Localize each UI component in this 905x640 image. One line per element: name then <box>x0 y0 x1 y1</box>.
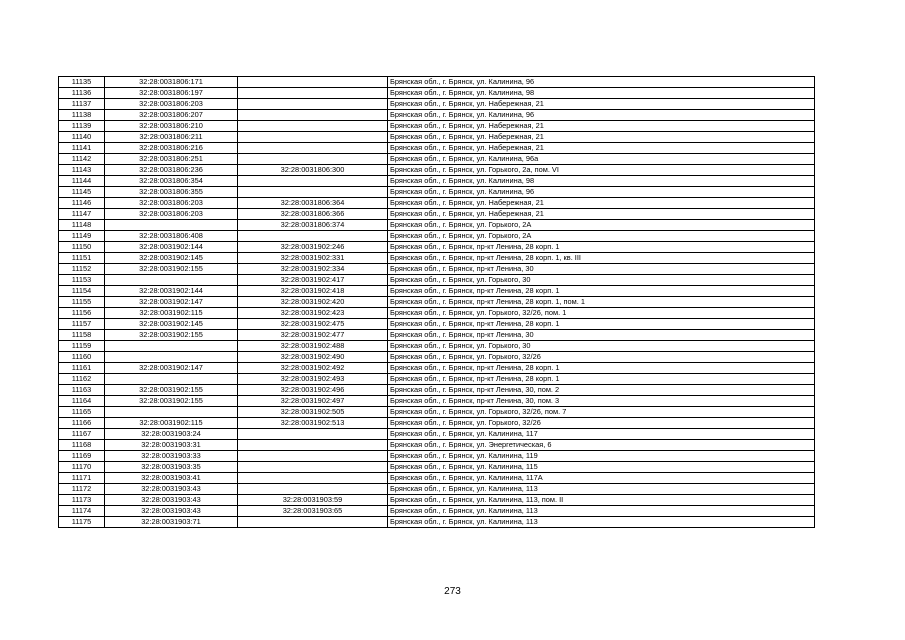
table-row <box>59 517 815 528</box>
cadastral-number-cell: 32:28:0031806:354 <box>105 176 238 187</box>
table-row <box>59 363 815 374</box>
table-row <box>59 385 815 396</box>
row-number-cell: 11156 <box>59 308 105 319</box>
table-row <box>59 352 815 363</box>
cadastral-number-cell: 32:28:0031806:355 <box>105 187 238 198</box>
table-row <box>59 407 815 418</box>
row-number-cell: 11138 <box>59 110 105 121</box>
address-cell: Брянская обл., г. Брянск, пр-кт Ленина, 28 корп. 1 <box>388 374 815 385</box>
row-number-cell: 11171 <box>59 473 105 484</box>
table-row <box>59 165 815 176</box>
row-number-cell: 11141 <box>59 143 105 154</box>
premises-cadastral-number-cell <box>238 121 388 132</box>
address-cell: Брянская обл., г. Брянск, ул. Калинина, 117А <box>388 473 815 484</box>
row-number-cell: 11159 <box>59 341 105 352</box>
cadastral-number-cell: 32:28:0031903:31 <box>105 440 238 451</box>
table-row <box>59 319 815 330</box>
premises-cadastral-number-cell: 32:28:0031902:477 <box>238 330 388 341</box>
cadastral-number-cell: 32:28:0031902:145 <box>105 319 238 330</box>
table-row <box>59 473 815 484</box>
address-cell: Брянская обл., г. Брянск, ул. Калинина, 96 <box>388 187 815 198</box>
cadastral-number-cell: 32:28:0031806:203 <box>105 209 238 220</box>
premises-cadastral-number-cell: 32:28:0031806:374 <box>238 220 388 231</box>
row-number-cell: 11169 <box>59 451 105 462</box>
cadastral-number-cell: 32:28:0031902:144 <box>105 242 238 253</box>
cadastral-number-cell: 32:28:0031806:236 <box>105 165 238 176</box>
address-cell: Брянская обл., г. Брянск, ул. Набережная, 21 <box>388 209 815 220</box>
registry-table-body <box>59 77 815 528</box>
premises-cadastral-number-cell <box>238 473 388 484</box>
row-number-cell: 11137 <box>59 99 105 110</box>
row-number-cell: 11162 <box>59 374 105 385</box>
address-cell: Брянская обл., г. Брянск, ул. Горького, 32/26 <box>388 418 815 429</box>
address-cell: Брянская обл., г. Брянск, ул. Калинина, 96 <box>388 77 815 88</box>
row-number-cell: 11168 <box>59 440 105 451</box>
table-row <box>59 396 815 407</box>
premises-cadastral-number-cell <box>238 132 388 143</box>
row-number-cell: 11164 <box>59 396 105 407</box>
table-row <box>59 495 815 506</box>
row-number-cell: 11140 <box>59 132 105 143</box>
address-cell: Брянская обл., г. Брянск, ул. Горького, 2А <box>388 220 815 231</box>
address-cell: Брянская обл., г. Брянск, ул. Набережная, 21 <box>388 132 815 143</box>
table-row <box>59 220 815 231</box>
cadastral-number-cell: 32:28:0031806:203 <box>105 198 238 209</box>
table-row <box>59 209 815 220</box>
table-row <box>59 143 815 154</box>
premises-cadastral-number-cell: 32:28:0031806:366 <box>238 209 388 220</box>
table-row <box>59 77 815 88</box>
cadastral-number-cell: 32:28:0031806:171 <box>105 77 238 88</box>
address-cell: Брянская обл., г. Брянск, ул. Горького, 2А <box>388 231 815 242</box>
cadastral-number-cell: 32:28:0031806:216 <box>105 143 238 154</box>
address-cell: Брянская обл., г. Брянск, ул. Горького, 32/26, пом. 1 <box>388 308 815 319</box>
table-row <box>59 484 815 495</box>
address-cell: Брянская обл., г. Брянск, ул. Горького, 2а, пом. VI <box>388 165 815 176</box>
cadastral-number-cell: 32:28:0031903:43 <box>105 484 238 495</box>
cadastral-number-cell: 32:28:0031806:210 <box>105 121 238 132</box>
address-cell: Брянская обл., г. Брянск, ул. Набережная, 21 <box>388 121 815 132</box>
address-cell: Брянская обл., г. Брянск, ул. Калинина, 98 <box>388 88 815 99</box>
address-cell: Брянская обл., г. Брянск, ул. Калинина, 113, пом. II <box>388 495 815 506</box>
address-cell: Брянская обл., г. Брянск, ул. Набережная, 21 <box>388 198 815 209</box>
address-cell: Брянская обл., г. Брянск, пр-кт Ленина, 30 <box>388 330 815 341</box>
address-cell: Брянская обл., г. Брянск, пр-кт Ленина, 28 корп. 1 <box>388 363 815 374</box>
cadastral-number-cell <box>105 275 238 286</box>
cadastral-number-cell: 32:28:0031903:43 <box>105 506 238 517</box>
address-cell: Брянская обл., г. Брянск, ул. Калинина, 113 <box>388 506 815 517</box>
row-number-cell: 11161 <box>59 363 105 374</box>
premises-cadastral-number-cell: 32:28:0031902:475 <box>238 319 388 330</box>
cadastral-number-cell: 32:28:0031902:155 <box>105 264 238 275</box>
cadastral-number-cell <box>105 407 238 418</box>
row-number-cell: 11173 <box>59 495 105 506</box>
cadastral-number-cell: 32:28:0031902:147 <box>105 297 238 308</box>
address-cell: Брянская обл., г. Брянск, пр-кт Ленина, 28 корп. 1, кв. III <box>388 253 815 264</box>
table-row <box>59 330 815 341</box>
premises-cadastral-number-cell <box>238 143 388 154</box>
row-number-cell: 11163 <box>59 385 105 396</box>
address-cell: Брянская обл., г. Брянск, пр-кт Ленина, 28 корп. 1 <box>388 319 815 330</box>
address-cell: Брянская обл., г. Брянск, ул. Калинина, 98 <box>388 176 815 187</box>
table-row <box>59 99 815 110</box>
row-number-cell: 11157 <box>59 319 105 330</box>
cadastral-number-cell: 32:28:0031902:147 <box>105 363 238 374</box>
premises-cadastral-number-cell <box>238 176 388 187</box>
row-number-cell: 11144 <box>59 176 105 187</box>
premises-cadastral-number-cell: 32:28:0031902:496 <box>238 385 388 396</box>
page-number: 273 <box>444 586 461 597</box>
cadastral-number-cell: 32:28:0031902:144 <box>105 286 238 297</box>
premises-cadastral-number-cell: 32:28:0031902:418 <box>238 286 388 297</box>
address-cell: Брянская обл., г. Брянск, пр-кт Ленина, 28 корп. 1 <box>388 242 815 253</box>
premises-cadastral-number-cell: 32:28:0031806:364 <box>238 198 388 209</box>
cadastral-number-cell <box>105 220 238 231</box>
premises-cadastral-number-cell: 32:28:0031902:497 <box>238 396 388 407</box>
premises-cadastral-number-cell: 32:28:0031902:417 <box>238 275 388 286</box>
premises-cadastral-number-cell: 32:28:0031902:492 <box>238 363 388 374</box>
premises-cadastral-number-cell <box>238 451 388 462</box>
premises-cadastral-number-cell: 32:28:0031902:513 <box>238 418 388 429</box>
table-row <box>59 154 815 165</box>
row-number-cell: 11151 <box>59 253 105 264</box>
address-cell: Брянская обл., г. Брянск, ул. Энергетическая, 6 <box>388 440 815 451</box>
row-number-cell: 11154 <box>59 286 105 297</box>
table-row <box>59 341 815 352</box>
premises-cadastral-number-cell <box>238 110 388 121</box>
premises-cadastral-number-cell: 32:28:0031903:59 <box>238 495 388 506</box>
cadastral-number-cell <box>105 374 238 385</box>
row-number-cell: 11152 <box>59 264 105 275</box>
premises-cadastral-number-cell <box>238 88 388 99</box>
address-cell: Брянская обл., г. Брянск, ул. Набережная, 21 <box>388 143 815 154</box>
premises-cadastral-number-cell <box>238 231 388 242</box>
premises-cadastral-number-cell <box>238 484 388 495</box>
row-number-cell: 11139 <box>59 121 105 132</box>
premises-cadastral-number-cell: 32:28:0031902:488 <box>238 341 388 352</box>
table-row <box>59 187 815 198</box>
premises-cadastral-number-cell <box>238 154 388 165</box>
address-cell: Брянская обл., г. Брянск, пр-кт Ленина, 28 корп. 1, пом. 1 <box>388 297 815 308</box>
table-row <box>59 451 815 462</box>
cadastral-number-cell: 32:28:0031806:207 <box>105 110 238 121</box>
premises-cadastral-number-cell <box>238 462 388 473</box>
row-number-cell: 11147 <box>59 209 105 220</box>
premises-cadastral-number-cell: 32:28:0031902:246 <box>238 242 388 253</box>
row-number-cell: 11136 <box>59 88 105 99</box>
premises-cadastral-number-cell: 32:28:0031902:420 <box>238 297 388 308</box>
address-cell: Брянская обл., г. Брянск, пр-кт Ленина, 30, пом. 3 <box>388 396 815 407</box>
premises-cadastral-number-cell: 32:28:0031902:490 <box>238 352 388 363</box>
premises-cadastral-number-cell: 32:28:0031806:300 <box>238 165 388 176</box>
address-cell: Брянская обл., г. Брянск, ул. Горького, 32/26, пом. 7 <box>388 407 815 418</box>
row-number-cell: 11146 <box>59 198 105 209</box>
cadastral-number-cell: 32:28:0031806:251 <box>105 154 238 165</box>
cadastral-number-cell: 32:28:0031806:197 <box>105 88 238 99</box>
address-cell: Брянская обл., г. Брянск, пр-кт Ленина, 30, пом. 2 <box>388 385 815 396</box>
premises-cadastral-number-cell: 32:28:0031902:423 <box>238 308 388 319</box>
address-cell: Брянская обл., г. Брянск, ул. Калинина, 113 <box>388 517 815 528</box>
address-cell: Брянская обл., г. Брянск, ул. Калинина, 119 <box>388 451 815 462</box>
address-cell: Брянская обл., г. Брянск, пр-кт Ленина, 30 <box>388 264 815 275</box>
row-number-cell: 11174 <box>59 506 105 517</box>
row-number-cell: 11143 <box>59 165 105 176</box>
address-cell: Брянская обл., г. Брянск, ул. Калинина, 113 <box>388 484 815 495</box>
row-number-cell: 11167 <box>59 429 105 440</box>
table-row <box>59 121 815 132</box>
table-row <box>59 231 815 242</box>
cadastral-number-cell: 32:28:0031806:211 <box>105 132 238 143</box>
cadastral-number-cell: 32:28:0031903:41 <box>105 473 238 484</box>
table-row <box>59 374 815 385</box>
cadastral-number-cell: 32:28:0031806:203 <box>105 99 238 110</box>
address-cell: Брянская обл., г. Брянск, ул. Горького, 32/26 <box>388 352 815 363</box>
cadastral-number-cell: 32:28:0031903:35 <box>105 462 238 473</box>
table-row <box>59 88 815 99</box>
row-number-cell: 11160 <box>59 352 105 363</box>
premises-cadastral-number-cell: 32:28:0031902:331 <box>238 253 388 264</box>
premises-cadastral-number-cell <box>238 429 388 440</box>
table-row <box>59 242 815 253</box>
address-cell: Брянская обл., г. Брянск, ул. Набережная, 21 <box>388 99 815 110</box>
cadastral-number-cell: 32:28:0031903:24 <box>105 429 238 440</box>
row-number-cell: 11158 <box>59 330 105 341</box>
row-number-cell: 11175 <box>59 517 105 528</box>
premises-cadastral-number-cell <box>238 99 388 110</box>
address-cell: Брянская обл., г. Брянск, ул. Калинина, 96 <box>388 110 815 121</box>
table-row <box>59 308 815 319</box>
premises-cadastral-number-cell: 32:28:0031902:334 <box>238 264 388 275</box>
row-number-cell: 11150 <box>59 242 105 253</box>
row-number-cell: 11145 <box>59 187 105 198</box>
cadastral-number-cell: 32:28:0031902:155 <box>105 330 238 341</box>
table-row <box>59 198 815 209</box>
address-cell: Брянская обл., г. Брянск, ул. Калинина, 96а <box>388 154 815 165</box>
cadastral-number-cell: 32:28:0031903:43 <box>105 495 238 506</box>
cadastral-number-cell: 32:28:0031903:71 <box>105 517 238 528</box>
table-row <box>59 132 815 143</box>
table-row <box>59 297 815 308</box>
row-number-cell: 11135 <box>59 77 105 88</box>
row-number-cell: 11155 <box>59 297 105 308</box>
cadastral-number-cell: 32:28:0031902:115 <box>105 418 238 429</box>
property-registry-table <box>58 76 815 528</box>
row-number-cell: 11148 <box>59 220 105 231</box>
row-number-cell: 11149 <box>59 231 105 242</box>
premises-cadastral-number-cell: 32:28:0031902:505 <box>238 407 388 418</box>
premises-cadastral-number-cell <box>238 187 388 198</box>
table-row <box>59 275 815 286</box>
cadastral-number-cell: 32:28:0031902:145 <box>105 253 238 264</box>
table-row <box>59 506 815 517</box>
premises-cadastral-number-cell: 32:28:0031903:65 <box>238 506 388 517</box>
address-cell: Брянская обл., г. Брянск, пр-кт Ленина, 28 корп. 1 <box>388 286 815 297</box>
address-cell: Брянская обл., г. Брянск, ул. Горького, 30 <box>388 275 815 286</box>
row-number-cell: 11142 <box>59 154 105 165</box>
table-row <box>59 429 815 440</box>
cadastral-number-cell: 32:28:0031903:33 <box>105 451 238 462</box>
table-row <box>59 110 815 121</box>
table-row <box>59 418 815 429</box>
row-number-cell: 11172 <box>59 484 105 495</box>
table-row <box>59 264 815 275</box>
premises-cadastral-number-cell <box>238 440 388 451</box>
address-cell: Брянская обл., г. Брянск, ул. Горького, 30 <box>388 341 815 352</box>
cadastral-number-cell: 32:28:0031902:115 <box>105 308 238 319</box>
cadastral-number-cell <box>105 341 238 352</box>
cadastral-number-cell: 32:28:0031902:155 <box>105 385 238 396</box>
premises-cadastral-number-cell <box>238 517 388 528</box>
row-number-cell: 11166 <box>59 418 105 429</box>
premises-cadastral-number-cell <box>238 77 388 88</box>
table-row <box>59 440 815 451</box>
address-cell: Брянская обл., г. Брянск, ул. Калинина, 117 <box>388 429 815 440</box>
row-number-cell: 11165 <box>59 407 105 418</box>
row-number-cell: 11153 <box>59 275 105 286</box>
table-row <box>59 176 815 187</box>
premises-cadastral-number-cell: 32:28:0031902:493 <box>238 374 388 385</box>
cadastral-number-cell: 32:28:0031806:408 <box>105 231 238 242</box>
table-row <box>59 253 815 264</box>
cadastral-number-cell <box>105 352 238 363</box>
row-number-cell: 11170 <box>59 462 105 473</box>
table-row <box>59 462 815 473</box>
table-row <box>59 286 815 297</box>
cadastral-number-cell: 32:28:0031902:155 <box>105 396 238 407</box>
address-cell: Брянская обл., г. Брянск, ул. Калинина, 115 <box>388 462 815 473</box>
